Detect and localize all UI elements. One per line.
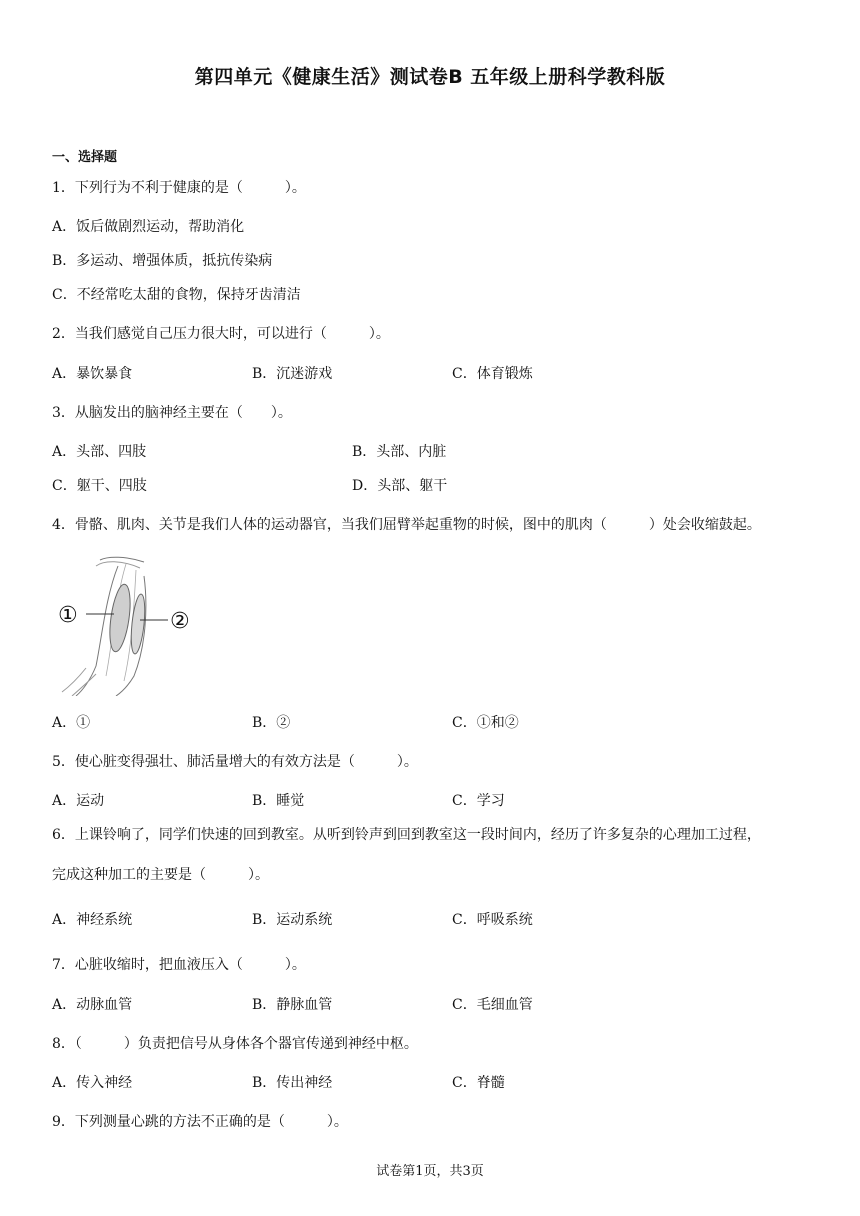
q3-option-c: C．躯干、四肢	[52, 478, 147, 494]
q1-option-c: C．不经常吃太甜的食物，保持牙齿清洁	[52, 287, 301, 303]
page-title: 第四单元《健康生活》测试卷B 五年级上册科学教科版	[194, 66, 666, 88]
q6-option-b: B．运动系统	[252, 912, 333, 928]
q2-option-c: C．体育锻炼	[452, 366, 533, 382]
q4-option-c: C．①和②	[452, 715, 519, 731]
q5-option-c: C．学习	[452, 793, 505, 809]
q1-option-a: A．饭后做剧烈运动，帮助消化	[52, 219, 245, 235]
q6-option-c: C．呼吸系统	[452, 912, 533, 928]
question-9: 9．下列测量心跳的方法不正确的是（ ）。	[52, 1114, 348, 1130]
figure-label-2: ②	[170, 609, 190, 634]
q6-option-a: A．神经系统	[52, 912, 133, 928]
question-1: 1．下列行为不利于健康的是（ ）。	[52, 180, 306, 196]
arm-muscle-figure	[56, 556, 206, 696]
q5-option-a: A．运动	[52, 793, 105, 809]
q2-option-b: B．沉迷游戏	[252, 366, 333, 382]
question-7: 7．心脏收缩时，把血液压入（ ）。	[52, 957, 306, 973]
q3-option-d: D．头部、躯干	[352, 478, 448, 494]
question-2: 2．当我们感觉自己压力很大时，可以进行（ ）。	[52, 326, 390, 342]
question-5: 5．使心脏变得强壮、肺活量增大的有效方法是（ ）。	[52, 754, 418, 770]
q3-option-b: B．头部、内脏	[352, 444, 447, 460]
question-3: 3．从脑发出的脑神经主要在（ ）。	[52, 405, 292, 421]
arm-muscle-diagram	[56, 556, 206, 696]
q1-option-b: B．多运动、增强体质，抵抗传染病	[52, 253, 273, 269]
question-6: 6．上课铃响了，同学们快速的回到教室。从听到铃声到回到教室这一段时间内，经历了许多复杂的心理加工过程，	[52, 827, 761, 843]
question-8: 8．（ ）负责把信号从身体各个器官传递到神经中枢。	[52, 1036, 418, 1052]
figure-label-1: ①	[58, 603, 78, 628]
q4-option-b: B．②	[252, 715, 291, 731]
q8-option-a: A．传入神经	[52, 1075, 133, 1091]
question-4: 4．骨骼、肌肉、关节是我们人体的运动器官，当我们屈臂举起重物的时候，图中的肌肉（ ）处会收缩鼓起。	[52, 517, 761, 533]
q8-option-c: C．脊髓	[452, 1075, 505, 1091]
q7-option-b: B．静脉血管	[252, 997, 333, 1013]
q4-option-a: A．①	[52, 715, 91, 731]
q7-option-c: C．毛细血管	[452, 997, 533, 1013]
page-footer: 试卷第1页，共3页	[376, 1164, 484, 1179]
q2-option-a: A．暴饮暴食	[52, 366, 133, 382]
q5-option-b: B．睡觉	[252, 793, 305, 809]
section-heading: 一、选择题	[52, 150, 118, 165]
q8-option-b: B．传出神经	[252, 1075, 333, 1091]
muscle-2-shape	[129, 594, 147, 655]
question-6-cont: 完成这种加工的主要是（ ）。	[52, 867, 269, 883]
muscle-1-shape	[106, 583, 133, 653]
q3-option-a: A．头部、四肢	[52, 444, 147, 460]
q7-option-a: A．动脉血管	[52, 997, 133, 1013]
